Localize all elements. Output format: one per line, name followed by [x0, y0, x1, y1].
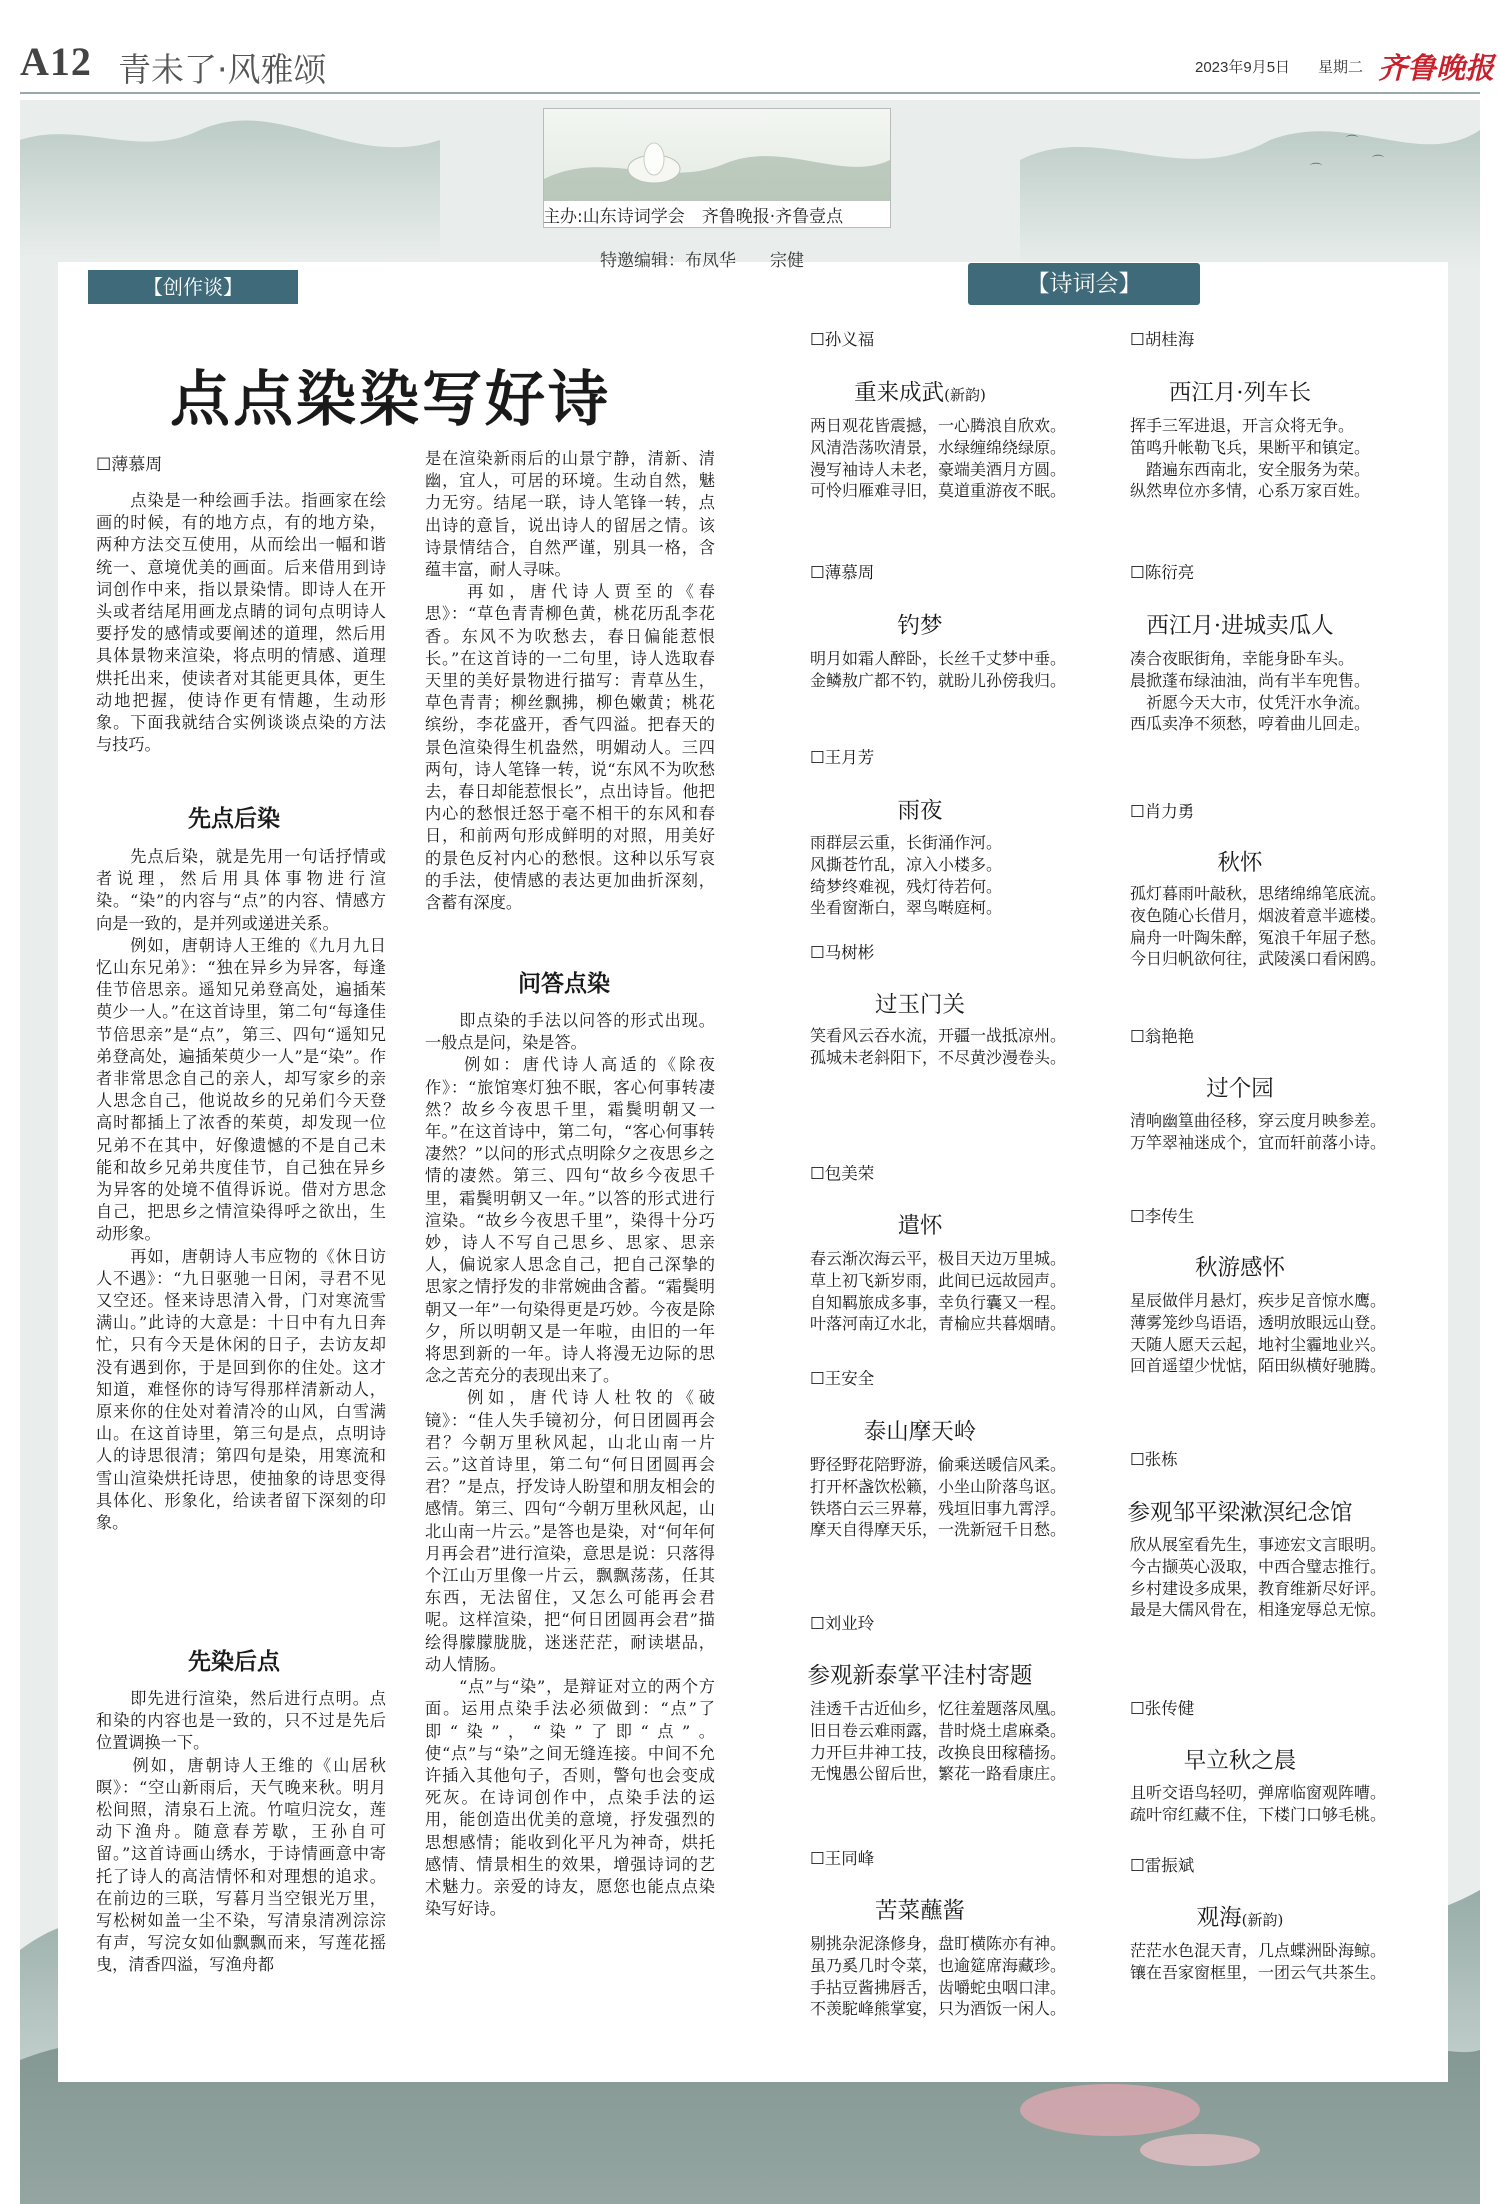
poem-author: ☐陈衍亮	[1130, 563, 1195, 582]
essay-subheading: 问答点染	[518, 970, 610, 997]
poem-title-text: 参观新泰掌平洼村寄题	[807, 1663, 1033, 1689]
poem-body: 茫茫水色混天青，几点蝶洲卧海鲸。 镶在吾家窗框里，一团云气共茶生。	[1130, 1941, 1387, 1982]
poem-author: ☐薄慕周	[810, 563, 875, 582]
issue-date: 2023年9月5日	[1195, 59, 1291, 76]
poem-title-text: 雨夜	[897, 798, 943, 824]
poem-title-text: 遣怀	[897, 1213, 943, 1239]
poem-body: 剔挑杂泥涤修身，盘盯横陈亦有神。 虽乃奚几时令菜，也逾筵席海藏珍。 手拈豆酱拂唇舌，齿嚼蛇虫咽口津。 不羡駝峰熊掌宴，只为酒饭一闲人。	[810, 1934, 1067, 2019]
essay-subheading: 先染后点	[188, 1648, 280, 1675]
poem-author: ☐张传健	[1130, 1699, 1195, 1718]
poem-title	[1080, 845, 1400, 877]
poem-author: ☐马树彬	[810, 943, 875, 962]
poem-title-text: 秋游感怀	[1194, 1255, 1285, 1281]
poem-body: 明月如霜人醉卧，长丝千丈梦中垂。 金鳞敖广都不钓，就盼儿孙傍我归。	[810, 649, 1067, 690]
poem-body: 清响幽篁曲径移，穿云度月映参差。 万竿翠袖迷成个，宜而轩前落小诗。	[1130, 1111, 1387, 1152]
poem-title	[760, 1208, 1080, 1240]
poem-title-text: 秋怀	[1217, 850, 1263, 876]
poem-body: 凑合夜眠街角，幸能身卧车头。 晨掀蓬布绿油油，尚有半车兜售。 祈愿今天大市，仗凭汗水争流。 西瓜卖净不须愁，哼着曲儿回走。	[1130, 649, 1371, 734]
poem-title	[760, 1893, 1080, 1925]
poem-author: ☐翁艳艳	[1130, 1027, 1195, 1046]
poem-title-note: (新韵)	[944, 386, 986, 404]
poem-author: ☐刘业玲	[810, 1614, 875, 1633]
essay-paragraph: 即点染的手法以问答的形式出现。一般点是问，染是答。 例如：唐代诗人高适的《除夜作》：“旅馆寒灯独不眠，客心何事转凄然？故乡今夜思千里，霜鬓明朝又一年。”在这首诗中，第二句，“客心何事转凄然？”以问的形式点明除夕之夜思乡之情的凄然。第三、四句“故乡今夜思千里，霜鬓明朝又一年。”以答的形式进行渲染。“故乡今夜思千里”，染得十分巧妙，诗人不写自己思乡、思家、思亲人，偏说家人思念自己，把自己深挚的思家之情抒发的非常婉曲含蓄。“霜鬓明朝又一年”一句染得更是巧妙。今夜是除夕，所以明朝又是一年啦，由旧的一年将思到新的一年。诗人将漫无边际的思念之苦充分的表现出来了。 例如，唐代诗人杜牧的《破镜》：“佳人失手镜初分，何日团圆再会君？今朝万里秋风起，山北山南一片云。”这首诗里，第二句“何日团圆再会君？”是点，抒发诗人盼望和朋友相会的感情。第三、四句“今朝万里秋风起，山北山南一片云。”是答也是染，对“何年何月再会君”进行渲染，意思是说：只落得个江山万里像一片云，飘飘荡荡，任其东西，无法留住，又怎么可能再会君呢。这样渲染，把“何日团圆再会君”描绘得朦朦胧胧，迷迷茫茫，耐读堪品，动人情肠。 “点”与“染”，是辩证对立的两个方面。运用点染手法必须做到：“点”了即“染”，“染”了即“点”。使“点”与“染”之间无缝连接。中间不允许插入其他句子，否则，警句也会变成死灰。在诗词创作中，点染手法的运用，能创造出优美的意境，抒发强烈的思想感情；能收到化平凡为神奇，烘托感情、情景相生的效果，增强诗词的艺术魅力。亲爱的诗友，愿您也能点点染染写好诗。	[425, 1011, 715, 1919]
essay-paragraph: 即先进行渲染，然后进行点明。点和染的内容也是一致的，只不过是先后位置调换一下。 例如，唐朝诗人王维的《山居秋暝》：“空山新雨后，天气晚来秋。明月松间照，清泉石上流。竹喧归浣女，莲动下渔舟。随意春芳歇，王孙自可留。”这首诗画山绣水，于诗情画意中寄托了诗人的高洁情怀和对理想的追求。在前边的三联，写暮月当空银光万里，写松树如盖一尘不染，写清泉清冽淙淙有声，写浣女如仙飘飘而来，写莲花摇曳，清香四溢，写渔舟都	[96, 1689, 386, 1975]
poem-title-text: 参观邹平梁漱溟纪念馆	[1127, 1500, 1353, 1526]
poem-author: ☐胡桂海	[1130, 330, 1195, 349]
poem-title	[1080, 1900, 1400, 1932]
poem-body: 野径野花陪野游，偷乘送暖信风柔。 打开杯盏饮松籁，小坐山阶落鸟讴。 铁塔白云三界幕，残垣旧事九霄浮。 摩天自得摩天乐，一洗新冠千日愁。	[810, 1455, 1067, 1540]
poem-title	[760, 793, 1080, 825]
poem-author: ☐肖力勇	[1130, 802, 1195, 821]
poem-title-text: 钓梦	[897, 613, 943, 639]
poem-title-text: 早立秋之晨	[1183, 1748, 1297, 1774]
poem-body: 孤灯暮雨叶敲秋，思绪绵绵笔底流。 夜色随心长借月，烟波着意半遮楼。 扁舟一叶陶朱醉，冤浪千年屈子愁。 今日归帆欲何往，武陵溪口看闲鸥。	[1130, 884, 1387, 969]
organizer-line: 主办:山东诗词学会 齐鲁晚报·齐鲁壹点	[543, 207, 844, 227]
poem-title	[1080, 1495, 1400, 1527]
poem-title	[760, 1414, 1080, 1446]
poem-title-text: 观海	[1196, 1905, 1242, 1931]
poem-title	[1080, 1071, 1400, 1103]
poem-title	[1080, 1743, 1400, 1775]
poem-title-text: 苦菜蘸酱	[874, 1898, 965, 1924]
essay-subheading: 先点后染	[188, 805, 280, 832]
poem-body: 挥手三军进退，开言众将无争。 笛鸣升帐勒飞兵，果断平和镇定。 踏遍东西南北，安全服务为荣。 纵然卑位亦多情，心系万家百姓。	[1130, 416, 1371, 501]
column-tag-creation-talk: 【创作谈】	[88, 270, 298, 304]
header-rule	[20, 92, 1480, 94]
essay-paragraph: 先点后染，就是先用一句话抒情或者说理，然后用具体事物进行渲染。“染”的内容与“点”的内容、情感方向是一致的，是并列或递进关系。 例如，唐朝诗人王维的《九月九日忆山东兄弟》：“独在异乡为异客，每逢佳节倍思亲。遥知兄弟登高处，遍插茱萸少一人。”在这首诗里，第二句“每逢佳节倍思亲”是“点”，第三、四句“遥知兄弟登高处，遍插茱萸少一人”是“染”。作者非常思念自己的亲人，却写家乡的亲人思念自己，他说故乡的兄弟们今天登高时都插上了浓香的茱萸，却发现一位兄弟不在其中，好像遗憾的不是自己未能和故乡兄弟共度佳节，自己独在异乡为异客的处境不值得诉说。借对方思念自己，把思乡之情渲染得呼之欲出，生动形象。 再如，唐朝诗人韦应物的《休日访人不遇》：“九日驱驰一日闲，寻君不见又空还。怪来诗思清入骨，门对寒流雪满山。”此诗的大意是：十日中有九日奔忙，只有今天是休闲的日子，去访友却没有遇到你，于是回到你的住处。这才知道，难怪你的诗写得那样清新动人，原来你的住处对着清冷的山风，白雪满山。在这首诗里，第三句是点，点明诗人的诗思很清；第四句是染，用寒流和雪山渲染烘托诗思，使抽象的诗思变得具体化、形象化，给读者留下深刻的印象。	[96, 847, 386, 1533]
poem-title	[1080, 1250, 1400, 1282]
newspaper-logo: 齐鲁晚报	[1378, 51, 1495, 85]
poem-title	[760, 608, 1080, 640]
poem-body: 雨群层云重，长街涌作河。 风撕苍竹乱，凉入小楼多。 绮梦终难视，残灯待若何。 坐看窗渐白，翠鸟啭庭柯。	[810, 833, 1003, 918]
poem-author: ☐王月芳	[810, 748, 875, 767]
bird-icon: ⌒	[1372, 154, 1385, 168]
poem-body: 春云渐次海云平，极目天边万里城。 草上初飞新岁雨，此间已远故园声。 自知羁旅成多事，幸负行囊又一程。 叶落河南辽水北，青榆应共暮烟晴。	[810, 1249, 1067, 1334]
poem-title-text: 重来成武	[854, 380, 945, 406]
essay-author: ☐薄慕周	[96, 455, 163, 475]
page-number: A12	[20, 39, 92, 84]
poem-title-text: 过个园	[1206, 1076, 1274, 1102]
poem-title-text: 西江月·进城卖瓜人	[1146, 613, 1334, 639]
poem-title	[760, 987, 1080, 1019]
poem-author: ☐张栋	[1130, 1450, 1178, 1469]
poem-body: 且听交语鸟轻叨，弹席临窗观阵嘈。 疏叶帘红藏不住，下楼门口够毛桃。	[1130, 1783, 1387, 1824]
poem-title-text: 西江月·列车长	[1168, 380, 1312, 406]
poem-author: ☐王安全	[810, 1369, 875, 1388]
issue-weekday: 星期二	[1318, 58, 1364, 76]
poem-author: ☐李传生	[1130, 1207, 1195, 1226]
poem-body: 洼透千古近仙乡，忆往羞题落凤凰。 旧日卷云难雨露，昔时烧土虐麻桑。 力开巨井神工技，改换良田稼穑扬。 无愧愚公留后世，繁花一路看康庄。	[810, 1699, 1067, 1784]
bird-icon: ⌒	[1310, 162, 1323, 176]
poem-body: 星辰做伴月悬灯，疾步足音惊水鹰。 薄雾笼纱鸟语语，透明放眼远山登。 天随人愿天云起，地衬尘霾地业兴。 回首遥望少忧惦，陌田纵横好驰腾。	[1130, 1291, 1387, 1376]
poem-title-text: 过玉门关	[874, 992, 965, 1018]
essay-title: 点点染染写好诗	[170, 365, 611, 435]
essay-paragraph: 是在渲染新雨后的山景宁静，清新、清幽，宜人，可居的环境。生动自然，魅力无穷。结尾一联，诗人笔锋一转，点出诗的意旨，说出诗人的留居之情。该诗景情结合，自然严谨，别具一格，含蕴丰富，耐人寻味。 再如，唐代诗人贾至的《春思》：“草色青青柳色黄，桃花历乱李花香。东风不为吹愁去，春日偏能惹恨长。”在这首诗的一二句里，诗人选取春天里的美好景物进行描写：青草丛生，草色青青；柳丝飘拂，柳色嫩黄；桃花缤纷，李花盛开，香气四溢。把春天的景色渲染得生机盎然，明媚动人。三四两句，诗人笔锋一转，说“东风不为吹愁去，春日却能惹恨长”，点出诗旨。他把内心的愁恨迁怒于毫不相干的东风和春日，和前两句形成鲜明的对照，用美好的景色反衬内心的愁恨。这种以乐写哀的手法，使情感的表达更加曲折深刻，含蓄有深度。	[425, 449, 715, 913]
poem-author: ☐孙义福	[810, 330, 875, 349]
poem-title-note: (新韵)	[1241, 1911, 1284, 1929]
poem-title	[1080, 375, 1400, 407]
poem-body: 欣从展室看先生，事迹宏文言眼明。 今古撷英心汲取，中西合璧志推行。 乡村建设多成果，教育维新尽好评。 最是大儒风骨在，相逢宠辱总无惊。	[1130, 1535, 1387, 1620]
poem-author: ☐包美荣	[810, 1164, 875, 1183]
section-title: 青未了·风雅颂	[118, 50, 327, 89]
poem-title	[760, 375, 1080, 407]
poem-body: 笑看风云吞水流，开疆一战抵凉州。 孤城未老斜阳下，不尽黄沙漫卷头。	[810, 1026, 1067, 1067]
poem-title	[760, 1658, 1080, 1690]
bird-icon: ⌒	[1346, 134, 1359, 148]
poem-author: ☐王同峰	[810, 1849, 875, 1868]
column-tag-poetry-gathering: 【诗词会】	[968, 263, 1200, 305]
poem-title	[1080, 608, 1400, 640]
guest-editors: 特邀编辑：布凤华 宗健	[600, 251, 804, 271]
essay-paragraph: 点染是一种绘画手法。指画家在绘画的时候，有的地方点，有的地方染，两种方法交互使用，从而绘出一幅和谐统一、意境优美的画面。后来借用到诗词创作中来，指以景染情。即诗人在开头或者结尾用画龙点睛的词句点明诗人要抒发的感情或要阐述的道理，然后用具体景物来渲染，将点明的情感、道理烘托出来，使读者对其能更具体，更生动地把握，使诗作更有情趣，生动形象。下面我就结合实例谈谈点染的方法与技巧。	[96, 491, 386, 755]
poem-title-text: 泰山摩天岭	[863, 1419, 977, 1445]
poem-author: ☐雷振斌	[1130, 1856, 1195, 1875]
poem-body: 两日观花皆震撼，一心腾浪自欣欢。 风清浩荡吹清景，水绿缠绵绕绿原。 漫写袖诗人未老，豪端美酒月方圆。 可怜归雁难寻旧，莫道重游夜不眠。	[810, 416, 1067, 501]
